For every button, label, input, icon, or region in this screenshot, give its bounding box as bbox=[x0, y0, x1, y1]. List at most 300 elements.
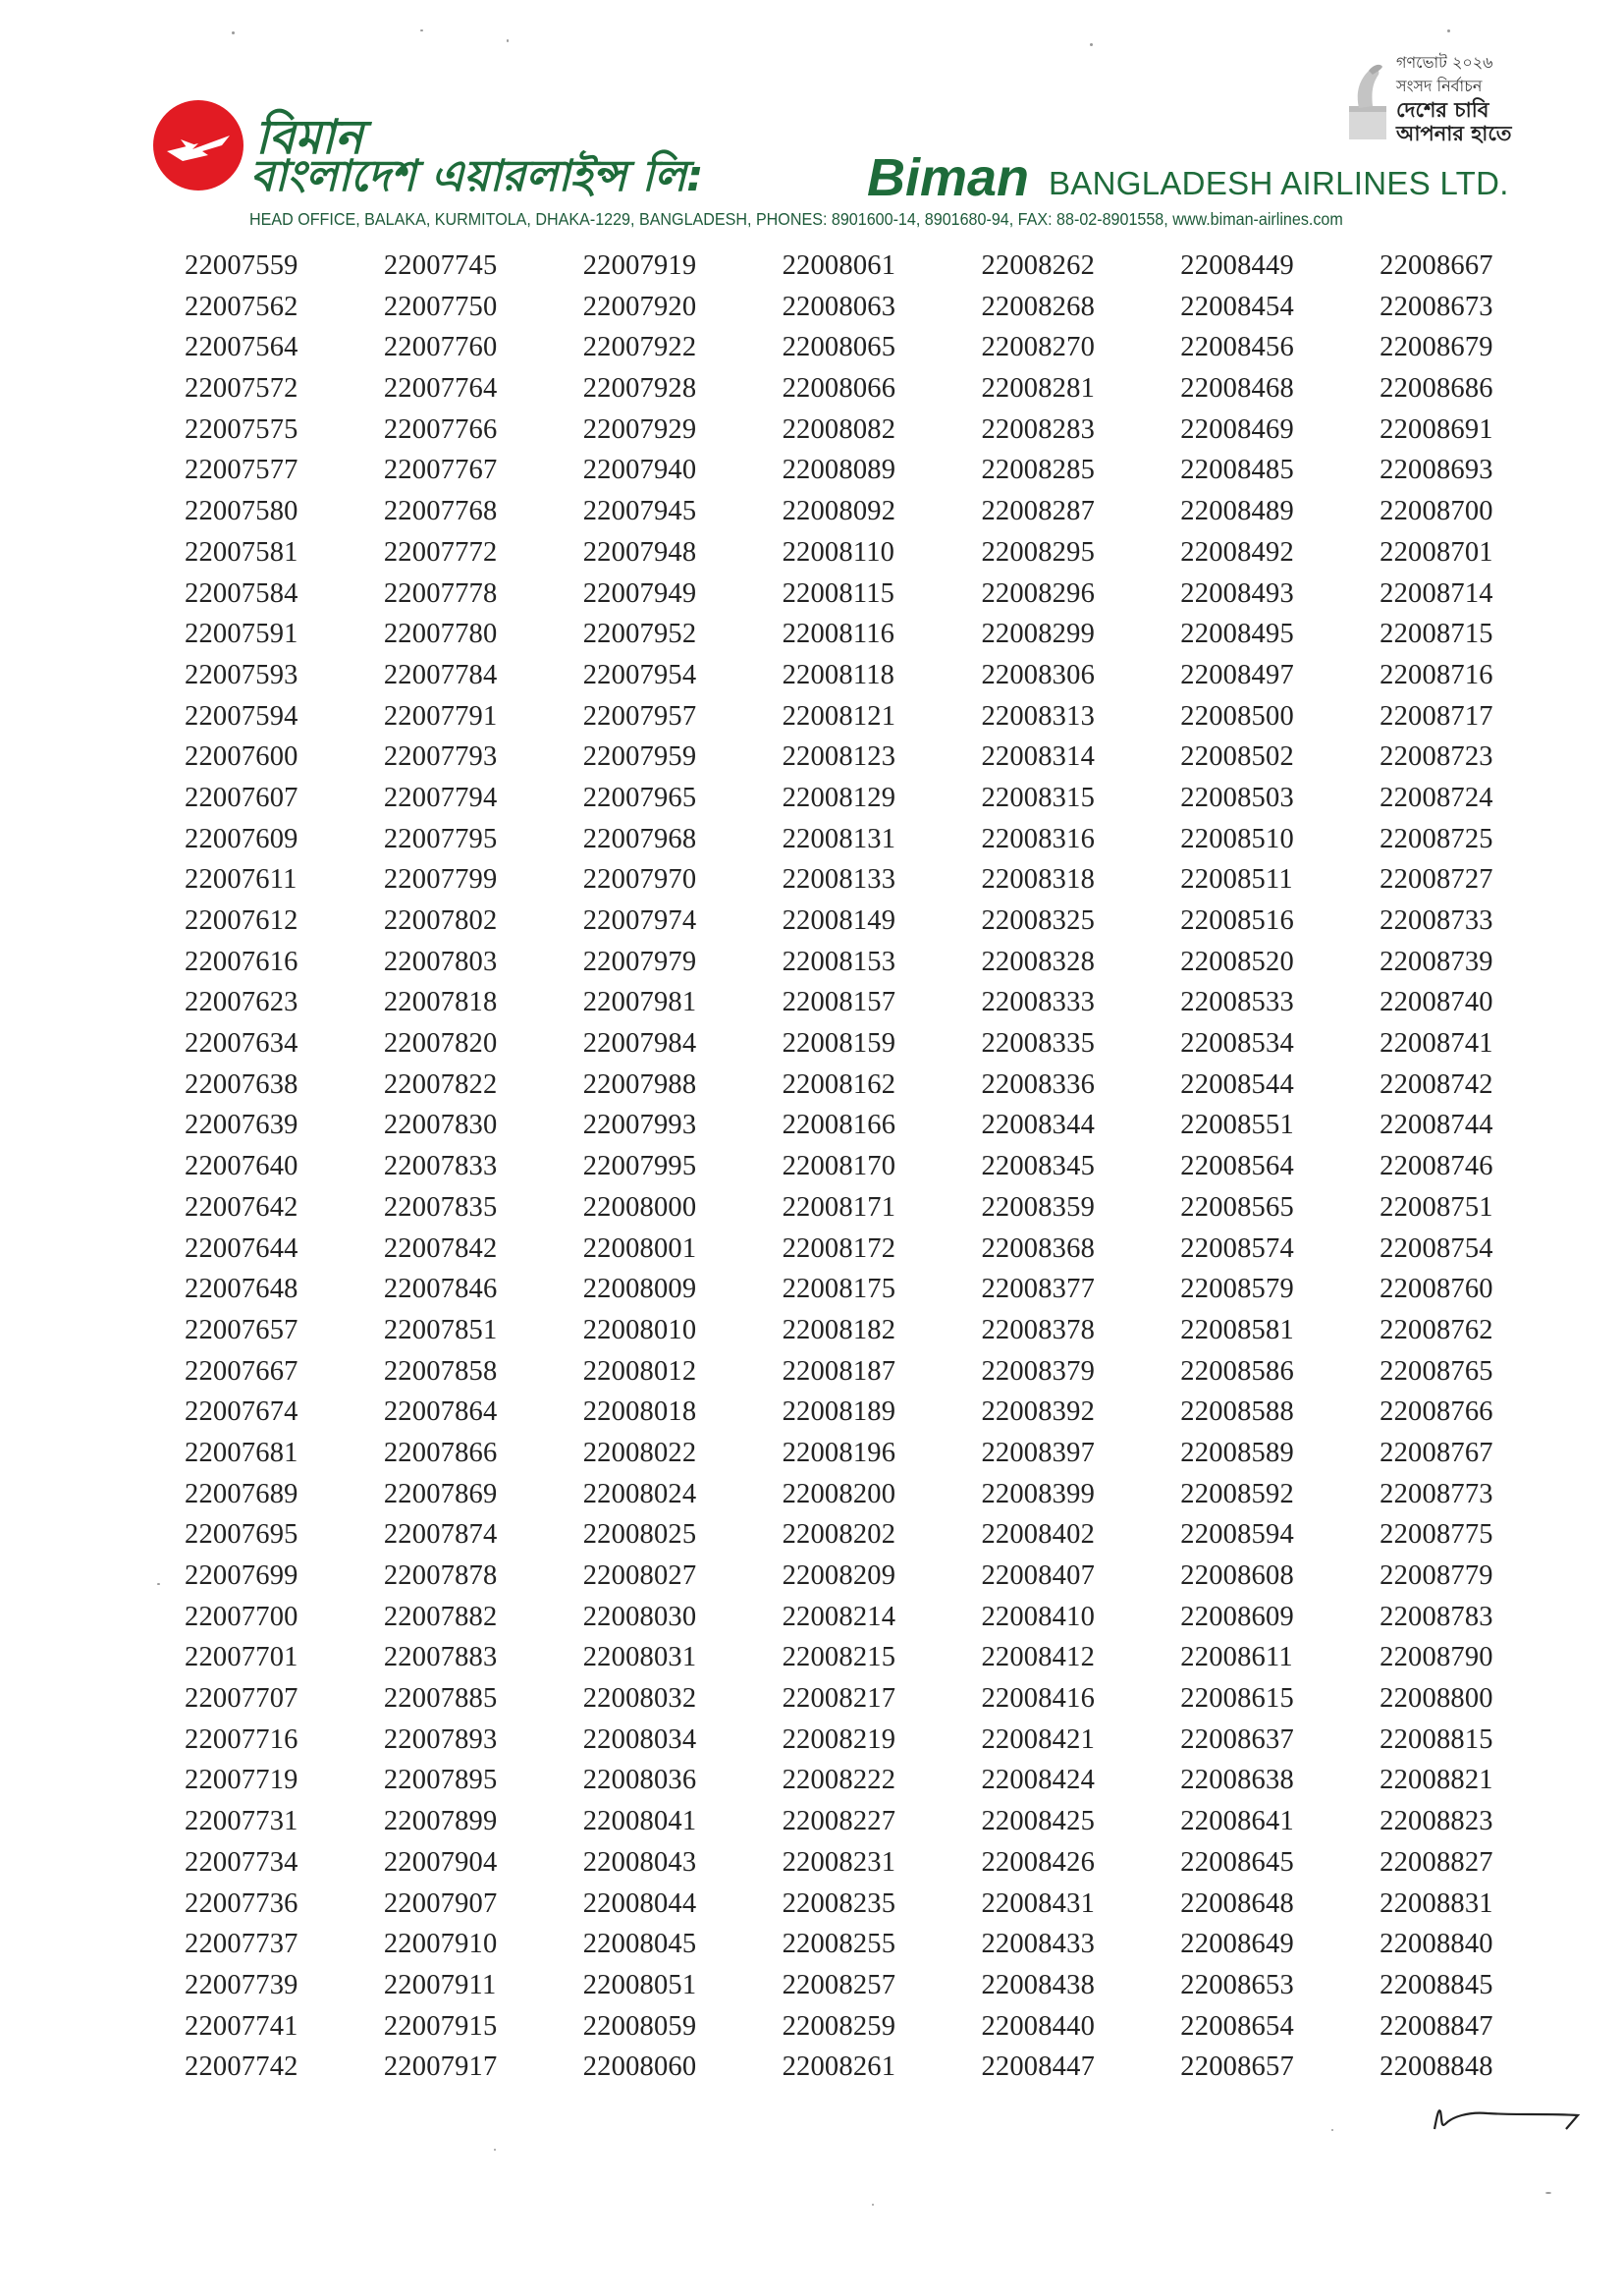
roll-number: 22007784 bbox=[383, 659, 498, 690]
roll-number: 22007584 bbox=[185, 577, 298, 609]
roll-number: 22007965 bbox=[582, 782, 697, 813]
roll-number: 22008426 bbox=[981, 1846, 1096, 1878]
roll-column bbox=[384, 246, 583, 2088]
roll-number: 22008511 bbox=[1180, 864, 1293, 896]
roll-number: 22007945 bbox=[582, 496, 697, 527]
roll-number: 22008821 bbox=[1380, 1765, 1493, 1796]
roll-number: 22008318 bbox=[981, 864, 1096, 896]
roll-number: 22008399 bbox=[981, 1478, 1096, 1509]
roll-number: 22008010 bbox=[582, 1314, 697, 1345]
roll-number: 22008235 bbox=[782, 1887, 896, 1919]
roll-number: 22007716 bbox=[185, 1723, 298, 1755]
roll-number: 22008746 bbox=[1380, 1151, 1493, 1182]
signature-mark bbox=[1429, 2090, 1586, 2139]
roll-number: 22008315 bbox=[981, 782, 1096, 813]
roll-number: 22008586 bbox=[1180, 1355, 1294, 1387]
roll-number: 22007616 bbox=[185, 946, 298, 977]
roll-number: 22007911 bbox=[383, 1969, 497, 2000]
roll-number: 22008637 bbox=[1180, 1723, 1294, 1755]
roll-number: 22007802 bbox=[383, 905, 498, 936]
bangla-name-line1: বিমান bbox=[255, 110, 363, 165]
roll-number: 22008412 bbox=[981, 1642, 1096, 1673]
roll-number: 22008425 bbox=[981, 1806, 1096, 1837]
roll-number: 22008032 bbox=[582, 1683, 697, 1715]
roll-number: 22008397 bbox=[981, 1437, 1096, 1468]
roll-number: 22008510 bbox=[1180, 823, 1294, 854]
roll-number: 22008701 bbox=[1380, 536, 1493, 568]
roll-number: 22007607 bbox=[185, 782, 298, 813]
roll-number: 22007869 bbox=[383, 1478, 498, 1509]
roll-number: 22008359 bbox=[981, 1191, 1096, 1223]
roll-number: 22008018 bbox=[582, 1396, 697, 1428]
roll-number: 22008336 bbox=[981, 1068, 1096, 1100]
roll-number: 22007612 bbox=[185, 905, 298, 936]
roll-number: 22008489 bbox=[1180, 496, 1294, 527]
roll-number: 22008009 bbox=[582, 1274, 697, 1305]
roll-number: 22008133 bbox=[782, 864, 896, 896]
roll-number: 22007952 bbox=[582, 619, 697, 650]
roll-column bbox=[1180, 246, 1380, 2088]
roll-number: 22008283 bbox=[981, 413, 1096, 445]
roll-number: 22007707 bbox=[185, 1683, 298, 1715]
roll-number: 22008611 bbox=[1180, 1642, 1293, 1673]
roll-number: 22007949 bbox=[582, 577, 697, 609]
letterhead bbox=[147, 39, 1542, 241]
roll-number: 22008333 bbox=[981, 987, 1096, 1018]
roll-number: 22008724 bbox=[1380, 782, 1493, 813]
slogan-line2: সংসদ নির্বাচন bbox=[1396, 77, 1483, 95]
roll-number: 22008182 bbox=[782, 1314, 896, 1345]
roll-number: 22007575 bbox=[185, 413, 298, 445]
roll-column bbox=[783, 246, 982, 2088]
roll-number: 22008727 bbox=[1380, 864, 1493, 896]
roll-number: 22008424 bbox=[981, 1765, 1096, 1796]
roll-number: 22007780 bbox=[383, 619, 498, 650]
roll-number: 22007750 bbox=[383, 291, 498, 322]
roll-number: 22007644 bbox=[185, 1232, 298, 1264]
roll-number: 22008314 bbox=[981, 741, 1096, 773]
roll-number: 22008129 bbox=[782, 782, 896, 813]
roll-number: 22008063 bbox=[782, 291, 896, 322]
roll-number: 22008500 bbox=[1180, 700, 1294, 732]
roll-number: 22008840 bbox=[1380, 1929, 1493, 1960]
roll-number: 22007874 bbox=[383, 1519, 498, 1551]
roll-number: 22008159 bbox=[782, 1028, 896, 1060]
roll-number: 22007674 bbox=[185, 1396, 298, 1428]
roll-number: 22007833 bbox=[383, 1151, 498, 1182]
roll-number: 22008551 bbox=[1180, 1110, 1294, 1141]
roll-number: 22007764 bbox=[383, 373, 498, 405]
roll-number: 22007689 bbox=[185, 1478, 298, 1509]
roll-number: 22008516 bbox=[1180, 905, 1294, 936]
roll-number: 22008261 bbox=[782, 2051, 896, 2083]
roll-number: 22007988 bbox=[582, 1068, 697, 1100]
roll-number: 22008110 bbox=[782, 536, 895, 568]
roll-number: 22008503 bbox=[1180, 782, 1294, 813]
roll-number: 22007638 bbox=[185, 1068, 298, 1100]
roll-number: 22007572 bbox=[185, 373, 298, 405]
roll-number: 22008270 bbox=[981, 332, 1096, 363]
roll-number: 22008231 bbox=[782, 1846, 896, 1878]
roll-number: 22008438 bbox=[981, 1969, 1096, 2000]
roll-number: 22008581 bbox=[1180, 1314, 1294, 1345]
roll-number: 22008031 bbox=[582, 1642, 697, 1673]
roll-number: 22008544 bbox=[1180, 1068, 1294, 1100]
roll-number: 22008022 bbox=[582, 1437, 697, 1468]
roll-number: 22007648 bbox=[185, 1274, 298, 1305]
roll-number: 22008299 bbox=[981, 619, 1096, 650]
roll-number: 22008121 bbox=[782, 700, 896, 732]
roll-number: 22007695 bbox=[185, 1519, 298, 1551]
roll-number: 22007640 bbox=[185, 1151, 298, 1182]
roll-number: 22007904 bbox=[383, 1846, 498, 1878]
roll-number: 22008209 bbox=[782, 1560, 896, 1591]
roll-number: 22007948 bbox=[582, 536, 697, 568]
roll-number: 22007767 bbox=[383, 455, 498, 486]
roll-number: 22008456 bbox=[1180, 332, 1294, 363]
roll-number: 22007922 bbox=[582, 332, 697, 363]
roll-number: 22007928 bbox=[582, 373, 697, 405]
roll-number: 22008579 bbox=[1180, 1274, 1294, 1305]
roll-number: 22008783 bbox=[1380, 1601, 1493, 1632]
roll-number: 22007919 bbox=[582, 250, 697, 281]
roll-number: 22008615 bbox=[1180, 1683, 1294, 1715]
roll-number: 22008066 bbox=[782, 373, 896, 405]
roll-number: 22008673 bbox=[1380, 291, 1493, 322]
roll-number: 22008421 bbox=[981, 1723, 1096, 1755]
roll-number: 22008379 bbox=[981, 1355, 1096, 1387]
roll-number: 22008285 bbox=[981, 455, 1096, 486]
roll-number: 22008051 bbox=[582, 1969, 697, 2000]
roll-number: 22008378 bbox=[981, 1314, 1096, 1345]
roll-number: 22007739 bbox=[185, 1969, 298, 2000]
roll-number: 22008775 bbox=[1380, 1519, 1493, 1551]
roll-number: 22008744 bbox=[1380, 1110, 1493, 1141]
roll-column bbox=[583, 246, 783, 2088]
roll-number: 22007700 bbox=[185, 1601, 298, 1632]
slogan-line1: গণভোট ২০২৬ bbox=[1396, 53, 1493, 72]
roll-number: 22008574 bbox=[1180, 1232, 1294, 1264]
roll-number: 22008641 bbox=[1180, 1806, 1294, 1837]
roll-number: 22008200 bbox=[782, 1478, 896, 1509]
roll-number: 22007772 bbox=[383, 536, 498, 568]
roll-number-grid bbox=[185, 246, 1579, 2088]
roll-number: 22008281 bbox=[981, 373, 1096, 405]
roll-number: 22007634 bbox=[185, 1028, 298, 1060]
roll-number: 22008742 bbox=[1380, 1068, 1493, 1100]
roll-number: 22007981 bbox=[582, 987, 697, 1018]
roll-number: 22007791 bbox=[383, 700, 498, 732]
roll-number: 22007768 bbox=[383, 496, 498, 527]
roll-number: 22008061 bbox=[782, 250, 896, 281]
roll-number: 22008187 bbox=[782, 1355, 896, 1387]
roll-number: 22007731 bbox=[185, 1806, 298, 1837]
roll-number: 22007657 bbox=[185, 1314, 298, 1345]
roll-number: 22007642 bbox=[185, 1191, 298, 1223]
roll-number: 22008214 bbox=[782, 1601, 896, 1632]
roll-number: 22008592 bbox=[1180, 1478, 1294, 1509]
roll-column bbox=[981, 246, 1180, 2088]
roll-number: 22008041 bbox=[582, 1806, 697, 1837]
roll-number: 22007623 bbox=[185, 987, 298, 1018]
roll-number: 22007564 bbox=[185, 332, 298, 363]
roll-number: 22008036 bbox=[582, 1765, 697, 1796]
roll-number: 22008589 bbox=[1180, 1437, 1294, 1468]
roll-number: 22007878 bbox=[383, 1560, 498, 1591]
roll-number: 22008024 bbox=[582, 1478, 697, 1509]
roll-number: 22008492 bbox=[1180, 536, 1294, 568]
roll-number: 22007793 bbox=[383, 741, 498, 773]
roll-number: 22007577 bbox=[185, 455, 298, 486]
roll-number: 22007866 bbox=[383, 1437, 498, 1468]
brand-word: Biman bbox=[867, 148, 1030, 207]
roll-number: 22008153 bbox=[782, 946, 896, 977]
roll-number: 22007954 bbox=[582, 659, 697, 690]
roll-number: 22008667 bbox=[1380, 250, 1493, 281]
roll-number: 22008431 bbox=[981, 1887, 1096, 1919]
roll-column bbox=[185, 246, 384, 2088]
roll-number: 22007929 bbox=[582, 413, 697, 445]
roll-number: 22008845 bbox=[1380, 1969, 1493, 2000]
roll-number: 22008449 bbox=[1180, 250, 1294, 281]
roll-number: 22007984 bbox=[582, 1028, 697, 1060]
roll-number: 22007968 bbox=[582, 823, 697, 854]
roll-number: 22007794 bbox=[383, 782, 498, 813]
roll-number: 22007719 bbox=[185, 1765, 298, 1796]
roll-number: 22008520 bbox=[1180, 946, 1294, 977]
roll-number: 22008045 bbox=[582, 1929, 697, 1960]
roll-number: 22007609 bbox=[185, 823, 298, 854]
roll-number: 22008823 bbox=[1380, 1806, 1493, 1837]
roll-number: 22007851 bbox=[383, 1314, 498, 1345]
roll-number: 22008754 bbox=[1380, 1232, 1493, 1264]
roll-number: 22008714 bbox=[1380, 577, 1493, 609]
roll-number: 22008295 bbox=[981, 536, 1096, 568]
roll-number: 22008564 bbox=[1180, 1151, 1294, 1182]
roll-number: 22007835 bbox=[383, 1191, 498, 1223]
roll-number: 22007818 bbox=[383, 987, 498, 1018]
roll-number: 22007858 bbox=[383, 1355, 498, 1387]
roll-number: 22008502 bbox=[1180, 741, 1294, 773]
contact-info: HEAD OFFICE, BALAKA, KURMITOLA, DHAKA-1229, BANGLADESH, PHONES: 8901600-14, 8901680-94, FAX: 88-02-8901558, www.biman-airlines.com bbox=[249, 209, 1343, 229]
roll-number: 22008162 bbox=[782, 1068, 896, 1100]
roll-number: 22007917 bbox=[383, 2051, 498, 2083]
roll-number: 22007885 bbox=[383, 1683, 498, 1715]
roll-number: 22007559 bbox=[185, 250, 298, 281]
roll-number: 22008034 bbox=[582, 1723, 697, 1755]
roll-number: 22007742 bbox=[185, 2051, 298, 2083]
roll-number: 22007766 bbox=[383, 413, 498, 445]
roll-number: 22008645 bbox=[1180, 1846, 1294, 1878]
roll-number: 22007842 bbox=[383, 1232, 498, 1264]
roll-number: 22008402 bbox=[981, 1519, 1096, 1551]
roll-number: 22008831 bbox=[1380, 1887, 1493, 1919]
roll-number: 22008416 bbox=[981, 1683, 1096, 1715]
roll-number: 22008773 bbox=[1380, 1478, 1493, 1509]
roll-number: 22007995 bbox=[582, 1151, 697, 1182]
roll-number: 22008715 bbox=[1380, 619, 1493, 650]
roll-number: 22008594 bbox=[1180, 1519, 1294, 1551]
slogan-line3: দেশের চাবি bbox=[1396, 98, 1489, 122]
roll-number: 22008030 bbox=[582, 1601, 697, 1632]
roll-number: 22007920 bbox=[582, 291, 697, 322]
roll-number: 22008217 bbox=[782, 1683, 896, 1715]
roll-number: 22007734 bbox=[185, 1846, 298, 1878]
roll-number: 22008739 bbox=[1380, 946, 1493, 977]
roll-number: 22008257 bbox=[782, 1969, 896, 2000]
roll-number: 22008082 bbox=[782, 413, 896, 445]
roll-number: 22008657 bbox=[1180, 2051, 1294, 2083]
roll-number: 22008751 bbox=[1380, 1191, 1493, 1223]
roll-number: 22007803 bbox=[383, 946, 498, 977]
roll-number: 22007864 bbox=[383, 1396, 498, 1428]
roll-number: 22008533 bbox=[1180, 987, 1294, 1018]
roll-number: 22008766 bbox=[1380, 1396, 1493, 1428]
roll-number: 22008089 bbox=[782, 455, 896, 486]
roll-number: 22008172 bbox=[782, 1232, 896, 1264]
roll-number: 22007993 bbox=[582, 1110, 697, 1141]
roll-number: 22008534 bbox=[1180, 1028, 1294, 1060]
roll-number: 22008170 bbox=[782, 1151, 896, 1182]
roll-number: 22007562 bbox=[185, 291, 298, 322]
roll-number: 22008219 bbox=[782, 1723, 896, 1755]
roll-number: 22007667 bbox=[185, 1355, 298, 1387]
roll-number: 22008638 bbox=[1180, 1765, 1294, 1796]
roll-number: 22008335 bbox=[981, 1028, 1096, 1060]
roll-number: 22007639 bbox=[185, 1110, 298, 1141]
roll-number: 22008227 bbox=[782, 1806, 896, 1837]
roll-number: 22007581 bbox=[185, 536, 298, 568]
roll-number: 22008440 bbox=[981, 2010, 1096, 2042]
brand-rest: BANGLADESH AIRLINES LTD. bbox=[1049, 165, 1509, 201]
roll-number: 22008588 bbox=[1180, 1396, 1294, 1428]
roll-number: 22008043 bbox=[582, 1846, 697, 1878]
roll-number: 22007846 bbox=[383, 1274, 498, 1305]
roll-number: 22007882 bbox=[383, 1601, 498, 1632]
roll-number: 22008259 bbox=[782, 2010, 896, 2042]
roll-number: 22008725 bbox=[1380, 823, 1493, 854]
roll-number: 22008392 bbox=[981, 1396, 1096, 1428]
roll-number: 22008454 bbox=[1180, 291, 1294, 322]
roll-number: 22008827 bbox=[1380, 1846, 1493, 1878]
roll-number: 22008767 bbox=[1380, 1437, 1493, 1468]
roll-number: 22007940 bbox=[582, 455, 697, 486]
roll-number: 22008717 bbox=[1380, 700, 1493, 732]
roll-number: 22008044 bbox=[582, 1887, 697, 1919]
roll-number: 22008433 bbox=[981, 1929, 1096, 1960]
roll-number: 22008760 bbox=[1380, 1274, 1493, 1305]
roll-number: 22008202 bbox=[782, 1519, 896, 1551]
roll-number: 22008215 bbox=[782, 1642, 896, 1673]
roll-number: 22008313 bbox=[981, 700, 1096, 732]
roll-number: 22007600 bbox=[185, 741, 298, 773]
roll-column bbox=[1380, 246, 1579, 2088]
roll-number: 22008469 bbox=[1180, 413, 1294, 445]
roll-number: 22008485 bbox=[1180, 455, 1294, 486]
roll-number: 22008306 bbox=[981, 659, 1096, 690]
roll-number: 22008027 bbox=[582, 1560, 697, 1591]
roll-number: 22007820 bbox=[383, 1028, 498, 1060]
roll-number: 22007957 bbox=[582, 700, 697, 732]
roll-number: 22007736 bbox=[185, 1887, 298, 1919]
roll-number: 22008092 bbox=[782, 496, 896, 527]
roll-number: 22007910 bbox=[383, 1929, 498, 1960]
roll-number: 22007915 bbox=[383, 2010, 498, 2042]
roll-number: 22007701 bbox=[185, 1642, 298, 1673]
roll-number: 22008268 bbox=[981, 291, 1096, 322]
roll-number: 22008410 bbox=[981, 1601, 1096, 1632]
roll-number: 22007970 bbox=[582, 864, 697, 896]
roll-number: 22008296 bbox=[981, 577, 1096, 609]
roll-number: 22008740 bbox=[1380, 987, 1493, 1018]
roll-number: 22008733 bbox=[1380, 905, 1493, 936]
roll-number: 22008790 bbox=[1380, 1642, 1493, 1673]
roll-number: 22008025 bbox=[582, 1519, 697, 1551]
roll-number: 22007893 bbox=[383, 1723, 498, 1755]
roll-number: 22008175 bbox=[782, 1274, 896, 1305]
roll-number: 22008196 bbox=[782, 1437, 896, 1468]
roll-number: 22008157 bbox=[782, 987, 896, 1018]
roll-number: 22008118 bbox=[782, 659, 895, 690]
roll-number: 22008779 bbox=[1380, 1560, 1493, 1591]
roll-number: 22008800 bbox=[1380, 1683, 1493, 1715]
roll-number: 22007899 bbox=[383, 1806, 498, 1837]
roll-number: 22008565 bbox=[1180, 1191, 1294, 1223]
roll-number: 22008497 bbox=[1180, 659, 1294, 690]
roll-number: 22007795 bbox=[383, 823, 498, 854]
roll-number: 22007778 bbox=[383, 577, 498, 609]
biman-logo-icon bbox=[153, 100, 243, 191]
roll-number: 22008691 bbox=[1380, 413, 1493, 445]
roll-number: 22008222 bbox=[782, 1765, 896, 1796]
roll-number: 22008123 bbox=[782, 741, 896, 773]
roll-number: 22008723 bbox=[1380, 741, 1493, 773]
roll-number: 22007741 bbox=[185, 2010, 298, 2042]
roll-number: 22007760 bbox=[383, 332, 498, 363]
roll-number: 22008654 bbox=[1180, 2010, 1294, 2042]
roll-number: 22007580 bbox=[185, 496, 298, 527]
roll-number: 22008648 bbox=[1180, 1887, 1294, 1919]
ballot-box-icon bbox=[1345, 61, 1390, 143]
roll-number: 22008377 bbox=[981, 1274, 1096, 1305]
roll-number: 22007591 bbox=[185, 619, 298, 650]
roll-number: 22007593 bbox=[185, 659, 298, 690]
roll-number: 22008693 bbox=[1380, 455, 1493, 486]
roll-number: 22008171 bbox=[782, 1191, 896, 1223]
roll-number: 22008060 bbox=[582, 2051, 697, 2083]
roll-number: 22008762 bbox=[1380, 1314, 1493, 1345]
roll-number: 22008653 bbox=[1180, 1969, 1294, 2000]
slogan-line4: আপনার হাতে bbox=[1396, 122, 1512, 145]
roll-number: 22008344 bbox=[981, 1110, 1096, 1141]
roll-number: 22008493 bbox=[1180, 577, 1294, 609]
roll-number: 22007745 bbox=[383, 250, 498, 281]
roll-number: 22008848 bbox=[1380, 2051, 1493, 2083]
roll-number: 22008059 bbox=[582, 2010, 697, 2042]
bangla-name-line2: বাংলাদেশ এয়ারলাইন্স লি: bbox=[250, 151, 704, 201]
roll-number: 22008255 bbox=[782, 1929, 896, 1960]
roll-number: 22008166 bbox=[782, 1110, 896, 1141]
roll-number: 22008131 bbox=[782, 823, 896, 854]
roll-number: 22008468 bbox=[1180, 373, 1294, 405]
roll-number: 22008065 bbox=[782, 332, 896, 363]
roll-number: 22008649 bbox=[1180, 1929, 1294, 1960]
roll-number: 22007611 bbox=[185, 864, 298, 896]
roll-number: 22008609 bbox=[1180, 1601, 1294, 1632]
roll-number: 22008345 bbox=[981, 1151, 1096, 1182]
roll-number: 22008368 bbox=[981, 1232, 1096, 1264]
roll-number: 22008012 bbox=[582, 1355, 697, 1387]
